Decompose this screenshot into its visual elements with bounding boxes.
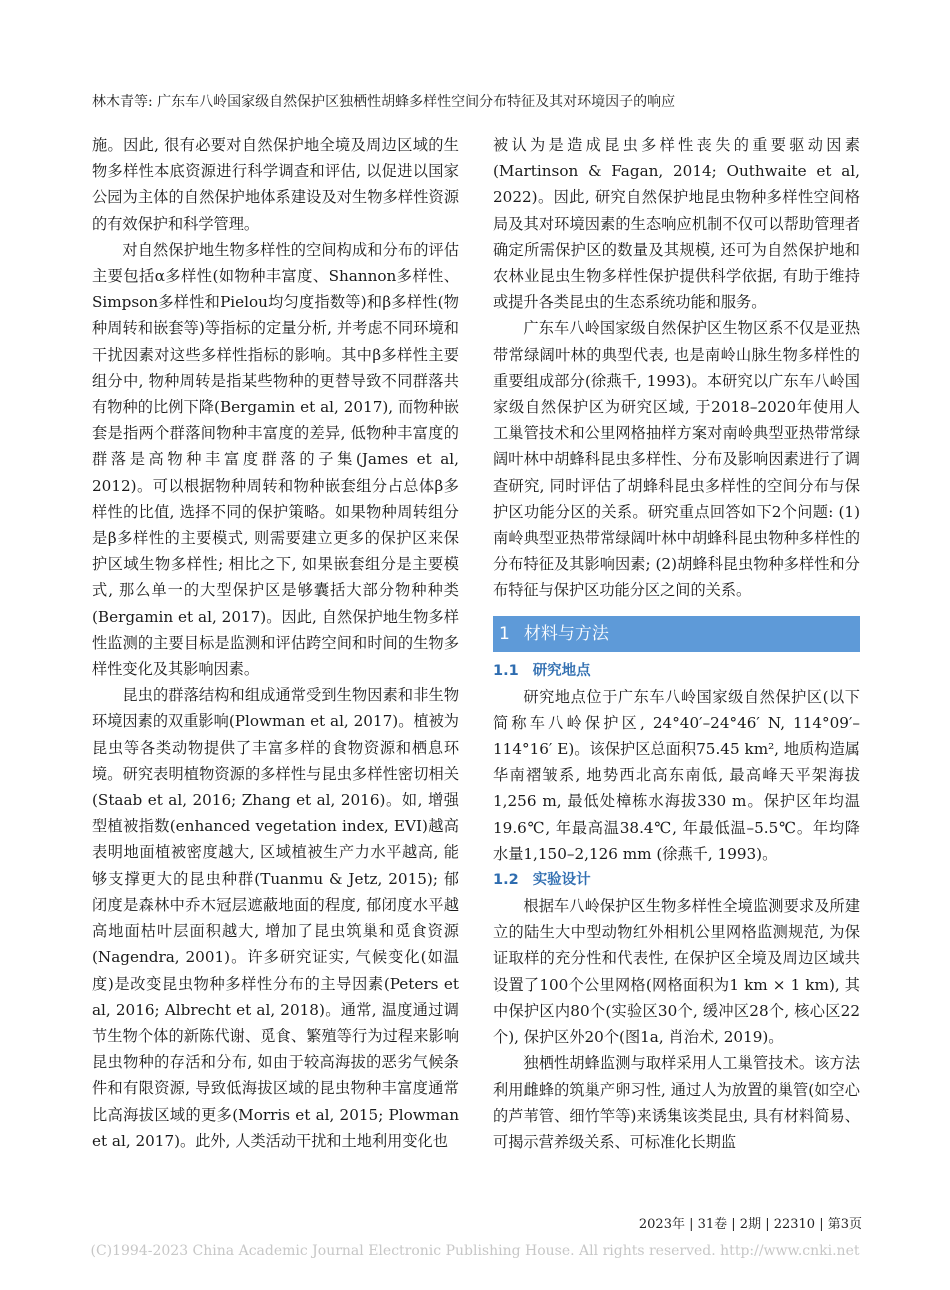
section-number: 1	[499, 623, 510, 644]
subsection-title: 研究地点	[532, 662, 591, 679]
paragraph: 根据车八岭保护区生物多样性全境监测要求及所建立的陆生大中型动物红外相机公里网格监测规范, 为保证取样的充分性和代表性, 在保护区全境及周边区域共设置了100个公里网格(网格面积为1 km × 1 km), 其中保护区内80个(实验区30个, 缓冲区28个, 核心区22个), 保护区外20个(图1a, 肖治术, 2019)。	[493, 897, 860, 1047]
paragraph: 对自然保护地生物多样性的空间构成和分布的评估主要包括α多样性(如物种丰富度、Shannon多样性、Simpson多样性和Pielou均匀度指数等)和β多样性(物种周转和嵌套等)等指标的定量分析, 并考虑不同环境和干扰因素对这些多样性指标的影响。其中β多样性主要组分中, 物种周转是指某些物种的更替导致不同群落共有物种的比例下降(Bergamin et al, 2017), 而物种嵌套是指两个群落间物种丰富度的差异, 低物种丰富度的群落是高物种丰富度群落的子集(James et al, 2012)。可以根据物种周转和物种嵌套组分占总体β多样性的比值, 选择不同的保护策略。如果物种周转组分是β多样性的主要模式, 则需要建立更多的保护区来保护区域生物多样性; 相比之下, 如果嵌套组分是主要模式, 那么单一的大型保护区是够囊括大部分物种种类(Bergamin et al, 2017)。因此, 自然保护地生物多样性监测的主要目标是监测和评估跨空间和时间的生物多样性变化及其影响因素。	[92, 240, 459, 679]
right-column	[493, 132, 860, 1155]
paragraph: 被认为是造成昆虫多样性丧失的重要驱动因素(Martinson & Fagan, 2014; Outhwaite et al, 2022)。因此, 研究自然保护地昆虫物种多样性空间格局及其对环境因素的生态响应机制不仅可以帮助管理者确定所需保护区的数量及其规模, 还可为自然保护地和农林业昆虫生物多样性保护提供科学依据, 有助于维持或提升各类昆虫的生态系统功能和服务。	[493, 136, 860, 312]
paragraph: 研究地点位于广东车八岭国家级自然保护区(以下简称车八岭保护区, 24°40′–24°46′ N, 114°09′–114°16′ E)。该保护区总面积75.45 km², 地质构造属华南褶皱系, 地势西北高东南低, 最高峰天平架海拔1,256 m, 最低处樟栋水海拔330 m。保护区年均温19.6℃, 年最高温38.4℃, 年最低温–5.5℃。年均降水量1,150–2,126 mm (徐燕千, 1993)。	[493, 687, 860, 863]
running-header: 林木青等: 广东车八岭国家级自然保护区独栖性胡蜂多样性空间分布特征及其对环境因子的响应	[92, 94, 676, 110]
paragraph: 昆虫的群落结构和组成通常受到生物因素和非生物环境因素的双重影响(Plowman et al, 2017)。植被为昆虫等各类动物提供了丰富多样的食物资源和栖息环境。研究表明植物资源的多样性与昆虫多样性密切相关(Staab et al, 2016; Zhang et al, 2016)。如, 增强型植被指数(enhanced vegetation index, EVI)越高表明地面植被密度越大, 区域植被生产力水平越高, 能够支撑更大的昆虫种群(Tuanmu & Jetz, 2015); 郁闭度是森林中乔木冠层遮蔽地面的程度, 郁闭度水平越高地面枯叶层面积越大, 增加了昆虫筑巢和觅食资源(Nagendra, 2001)。许多研究证实, 气候变化(如温度)是改变昆虫物种多样性分布的主导因素(Peters et al, 2016; Albrecht et al, 2018)。通常, 温度通过调节生物个体的新陈代谢、觅食、繁殖等行为过程来影响昆虫物种的存活和分布, 如由于较高海拔的恶劣气候条件和有限资源, 导致低海拔区域的昆虫物种丰富度通常比高海拔区域的更多(Morris et al, 2015; Plowman et al, 2017)。此外, 人类活动干扰和土地利用变化也	[92, 686, 459, 1150]
paragraph: 施。因此, 很有必要对自然保护地全境及周边区域的生物多样性本底资源进行科学调查和评估, 以促进以国家公园为主体的自然保护地体系建设及对生物多样性资源的有效保护和科学管理。	[92, 136, 459, 233]
subsection-number: 1.1	[493, 662, 519, 679]
paragraph: 独栖性胡蜂监测与取样采用人工巢管技术。该方法利用雌蜂的筑巢产卵习性, 通过人为放置的巢管(如空心的芦苇管、细竹竿等)来诱集该类昆虫, 具有材料简易、可揭示营养级关系、可标准化长期监	[493, 1054, 860, 1151]
left-column	[92, 132, 459, 1154]
subsection-title: 实验设计	[532, 872, 591, 889]
subsection-heading	[493, 658, 860, 684]
paragraph: 广东车八岭国家级自然保护区生物区系不仅是亚热带常绿阔叶林的典型代表, 也是南岭山脉生物多样性的重要组成部分(徐燕千, 1993)。本研究以广东车八岭国家级自然保护区为研究区域, 于2018–2020年使用人工巢管技术和公里网格抽样方案对南岭典型亚热带常绿阔叶林中胡蜂科昆虫多样性、分布及影响因素进行了调查研究, 同时评估了胡蜂科昆虫多样性的空间分布与保护区功能分区的关系。研究重点回答如下2个问题: (1)南岭典型亚热带常绿阔叶林中胡蜂科昆虫物种多样性的分布特征及其影响因素; (2)胡蜂科昆虫物种多样性和分布特征与保护区功能分区之间的关系。	[493, 319, 860, 600]
section-heading	[493, 616, 860, 652]
copyright-watermark: (C)1994-2023 China Academic Journal Electronic Publishing House. All rights reserved. http://www.cnki.net	[90, 1243, 860, 1259]
page-footer: 2023年 | 31卷 | 2期 | 22310 | 第3页	[638, 1217, 862, 1232]
subsection-number: 1.2	[493, 872, 519, 889]
section-title: 材料与方法	[523, 623, 609, 644]
subsection-heading	[493, 867, 860, 893]
